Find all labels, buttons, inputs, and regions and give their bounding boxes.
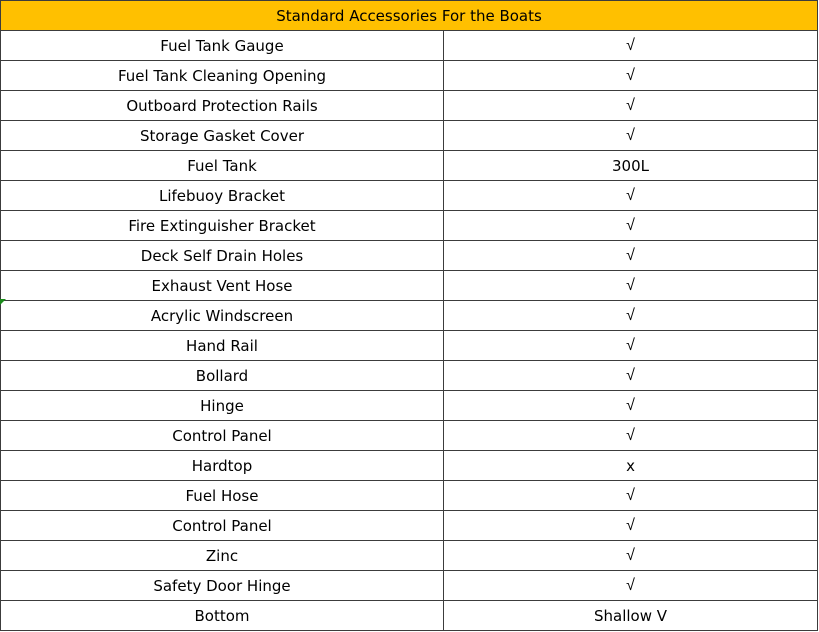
- accessory-name-cell[interactable]: Fuel Tank: [1, 151, 444, 181]
- accessory-name-cell[interactable]: Fuel Tank Gauge: [1, 31, 444, 61]
- accessory-value-cell[interactable]: √: [444, 421, 818, 451]
- accessory-value-cell[interactable]: √: [444, 331, 818, 361]
- table-row: [1, 541, 818, 571]
- accessory-name-cell[interactable]: Fuel Hose: [1, 481, 444, 511]
- accessory-name-cell[interactable]: Lifebuoy Bracket: [1, 181, 444, 211]
- accessory-value-cell[interactable]: √: [444, 241, 818, 271]
- table-row: [1, 91, 818, 121]
- table-row: [1, 421, 818, 451]
- accessory-name-cell[interactable]: Control Panel: [1, 511, 444, 541]
- table-row: [1, 31, 818, 61]
- table-row: [1, 241, 818, 271]
- accessory-name-cell[interactable]: Hardtop: [1, 451, 444, 481]
- accessory-value-cell[interactable]: √: [444, 361, 818, 391]
- accessory-value-cell[interactable]: √: [444, 391, 818, 421]
- table-row: [1, 301, 818, 331]
- table-row: [1, 121, 818, 151]
- table-row: [1, 361, 818, 391]
- accessory-value-cell[interactable]: √: [444, 91, 818, 121]
- table-row: [1, 601, 818, 631]
- accessory-name-cell[interactable]: Deck Self Drain Holes: [1, 241, 444, 271]
- accessory-value-cell[interactable]: √: [444, 541, 818, 571]
- accessory-value-cell[interactable]: √: [444, 211, 818, 241]
- accessory-name-cell[interactable]: Zinc: [1, 541, 444, 571]
- accessory-name-cell[interactable]: Fuel Tank Cleaning Opening: [1, 61, 444, 91]
- accessory-name-cell[interactable]: Storage Gasket Cover: [1, 121, 444, 151]
- accessory-name-cell[interactable]: Safety Door Hinge: [1, 571, 444, 601]
- accessory-value-cell[interactable]: √: [444, 31, 818, 61]
- accessory-value-cell[interactable]: √: [444, 301, 818, 331]
- accessory-name-cell[interactable]: Outboard Protection Rails: [1, 91, 444, 121]
- table-title[interactable]: Standard Accessories For the Boats: [1, 1, 818, 31]
- accessory-value-cell[interactable]: √: [444, 61, 818, 91]
- table-row: [1, 331, 818, 361]
- accessory-value-cell[interactable]: 300L: [444, 151, 818, 181]
- table-row: [1, 511, 818, 541]
- cell-note-marker: [0, 299, 6, 305]
- accessory-value-cell[interactable]: √: [444, 571, 818, 601]
- accessory-value-cell[interactable]: √: [444, 121, 818, 151]
- table-row: [1, 391, 818, 421]
- accessory-name-cell[interactable]: Exhaust Vent Hose: [1, 271, 444, 301]
- table-row: [1, 211, 818, 241]
- table-row: [1, 451, 818, 481]
- table-row: [1, 571, 818, 601]
- accessory-name-cell[interactable]: Hinge: [1, 391, 444, 421]
- accessory-name-cell[interactable]: Control Panel: [1, 421, 444, 451]
- accessory-value-cell[interactable]: Shallow V: [444, 601, 818, 631]
- table-row: [1, 481, 818, 511]
- table-header-row: [1, 1, 818, 31]
- table-body: [1, 31, 818, 631]
- table-row: [1, 151, 818, 181]
- accessory-value-cell[interactable]: √: [444, 511, 818, 541]
- accessory-name-cell[interactable]: Hand Rail: [1, 331, 444, 361]
- table-row: [1, 181, 818, 211]
- accessory-value-cell[interactable]: √: [444, 481, 818, 511]
- accessory-name-cell[interactable]: Fire Extinguisher Bracket: [1, 211, 444, 241]
- table-row: [1, 61, 818, 91]
- accessory-value-cell[interactable]: √: [444, 181, 818, 211]
- accessory-name-cell[interactable]: Bollard: [1, 361, 444, 391]
- table-row: [1, 271, 818, 301]
- accessory-value-cell[interactable]: √: [444, 271, 818, 301]
- accessory-name-cell[interactable]: Acrylic Windscreen: [1, 301, 444, 331]
- accessory-name-cell[interactable]: Bottom: [1, 601, 444, 631]
- accessory-value-cell[interactable]: x: [444, 451, 818, 481]
